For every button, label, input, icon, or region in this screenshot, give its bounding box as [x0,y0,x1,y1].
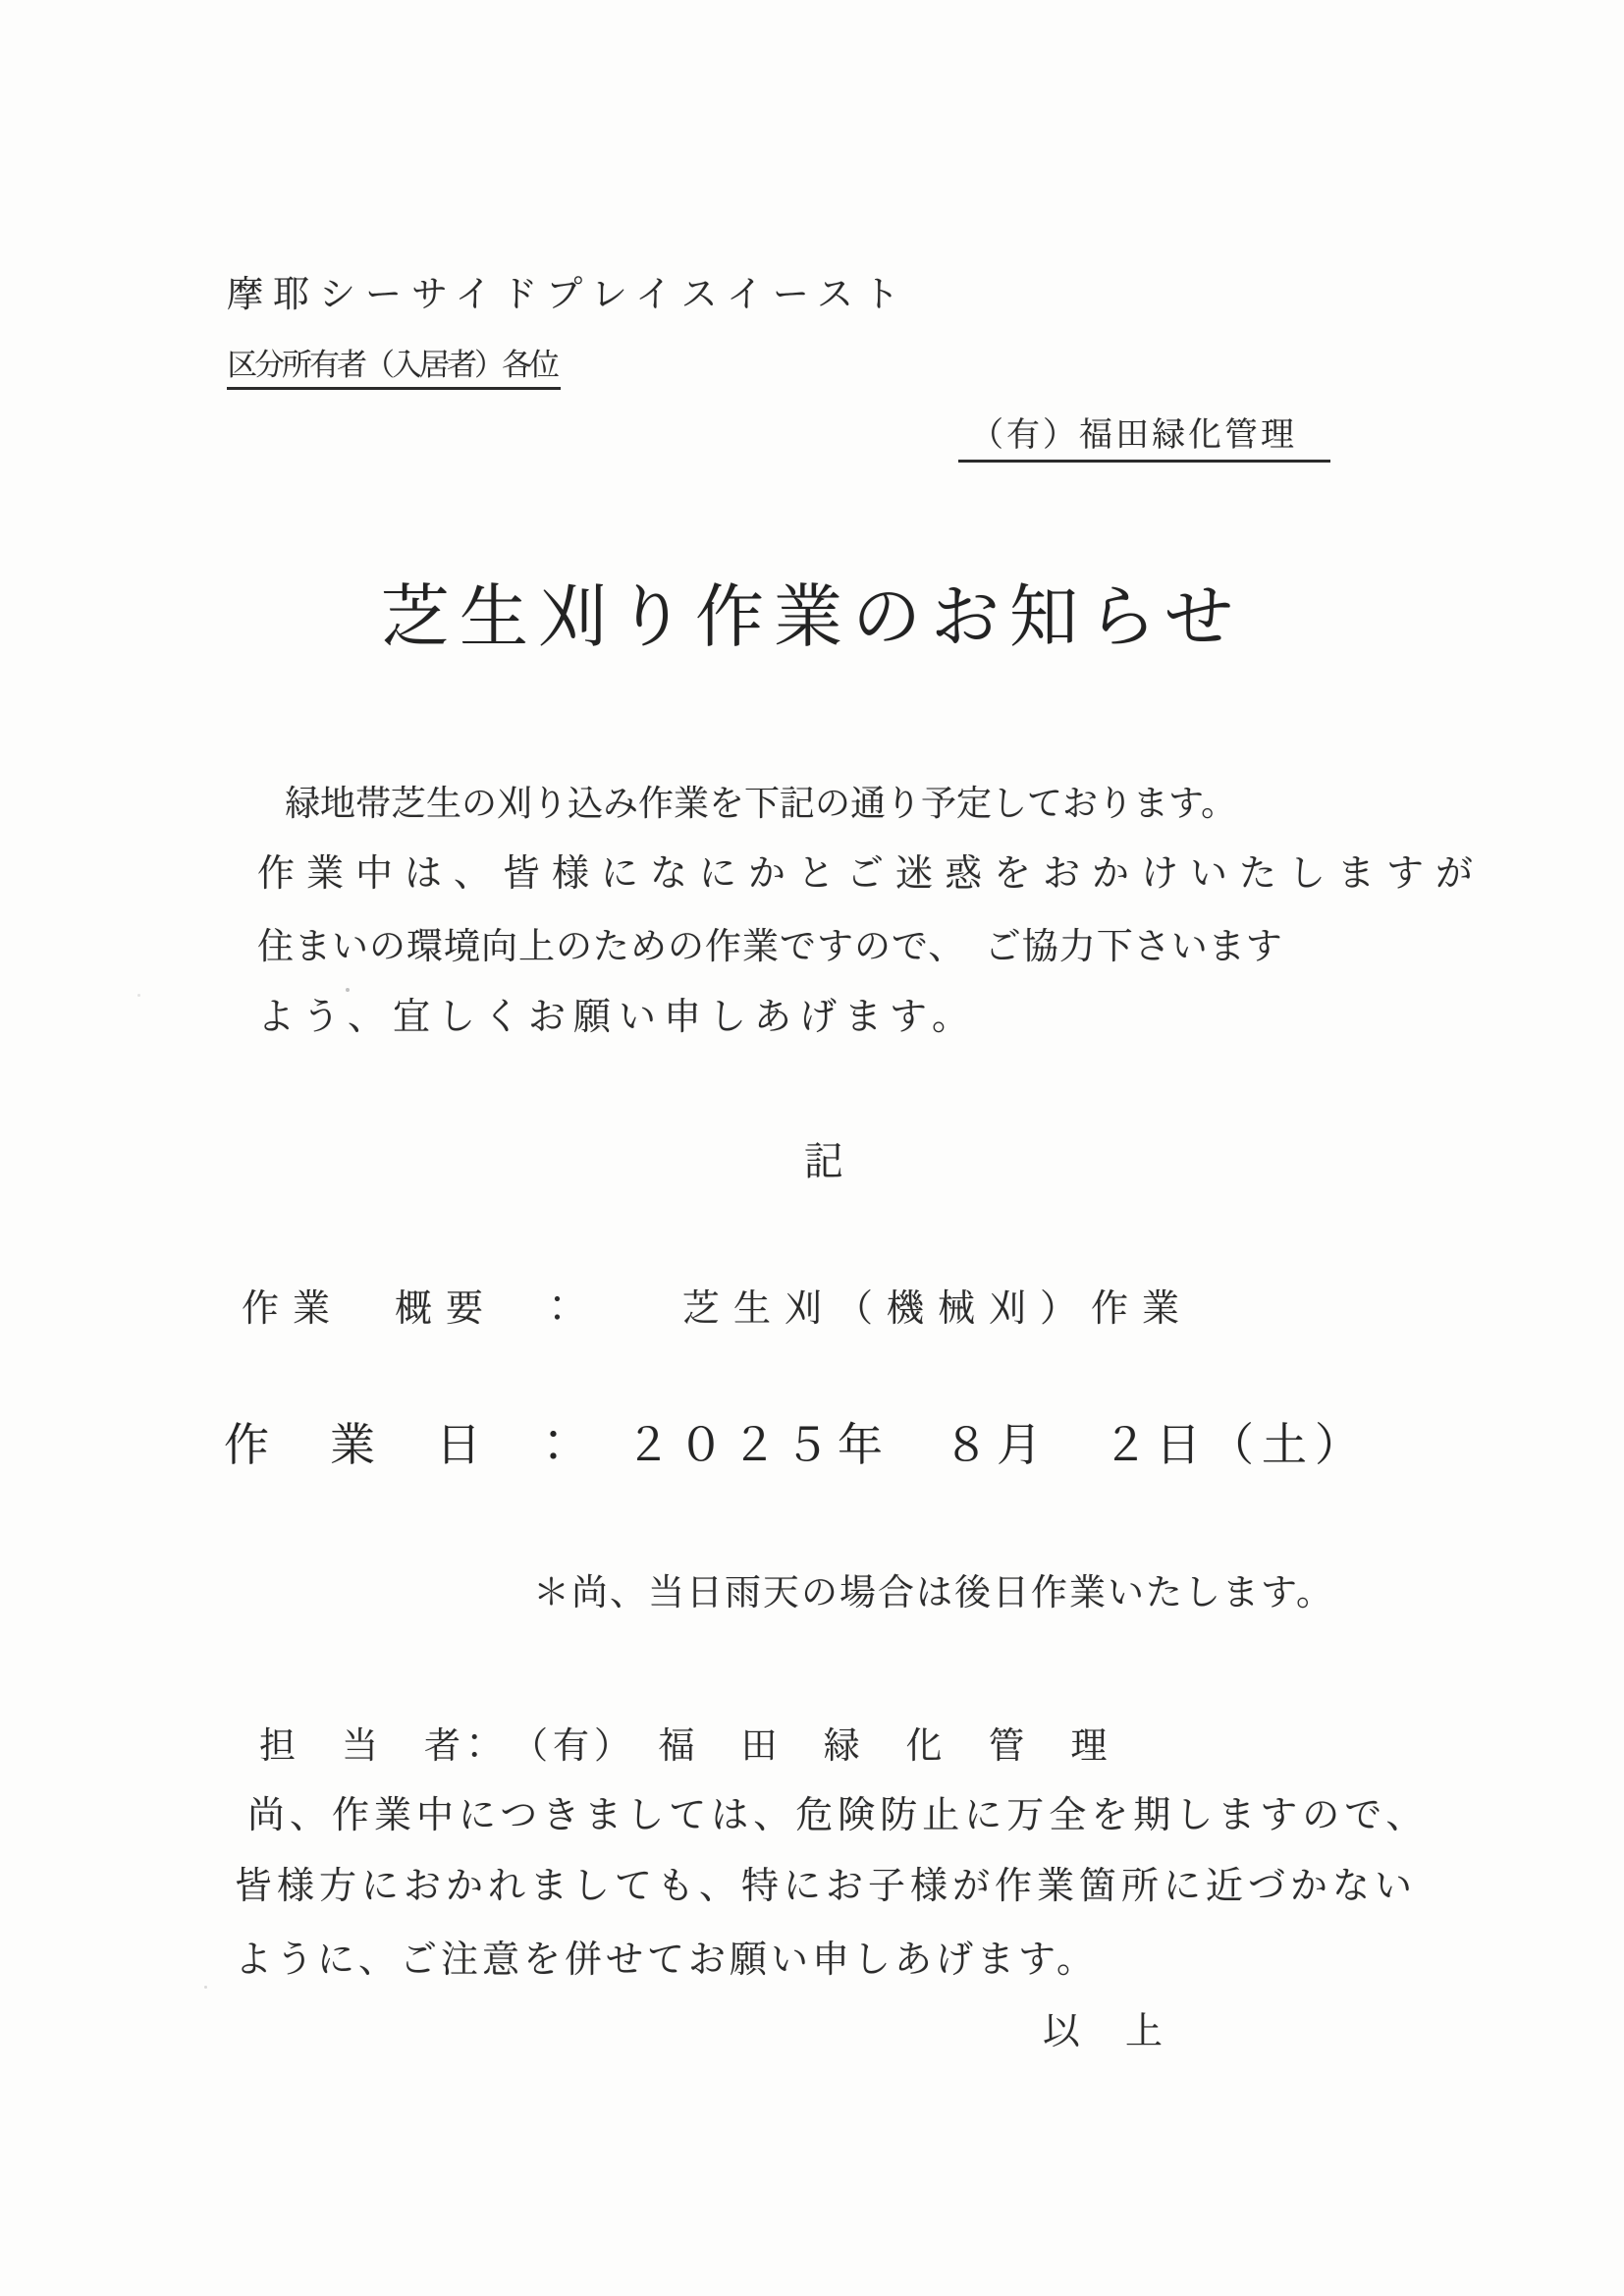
closing-ijou: 以 上 [1043,2011,1167,2052]
sender-company-text: （有）福田緑化管理 [958,416,1330,463]
contact-person-line: 担 当 者： （有） 福 田 緑 化 管 理 [259,1726,1112,1767]
page-title: 芝生刈り作業のお知らせ [381,580,1243,656]
addressee-text: 区分所有者（入居者）各位 [227,348,561,390]
building-name: 摩耶シーサイドプレイスイースト [227,275,910,315]
body-paragraph-line-3: 住まいの環境向上のための作業ですので、 ご協力下さいます [257,927,1283,967]
body-paragraph-line-1: 緑地帯芝生の刈り込み作業を下記の通り予定しております。 [285,784,1237,823]
caution-line-3: ように、ご注意を併せてお願い申しあげます。 [235,1940,1098,1981]
scan-speckle [137,994,140,997]
scan-speckle [346,988,350,992]
body-paragraph-line-4: よう、宜しくお願い申しあげます。 [257,997,977,1038]
work-date-line: 作 業 日 ： ２０２５年 ８月 ２日（土） [224,1420,1368,1470]
rain-note: ＊尚、当日雨天の場合は後日作業いたします。 [533,1573,1335,1613]
scan-speckle [204,1986,207,1989]
record-marker: 記 [804,1139,843,1183]
work-overview-line: 作業 概要 ： 芝生刈（機械刈）作業 [242,1288,1194,1330]
caution-line-2: 皆様方におかれましても、特にお子様が作業箇所に近づかない [235,1866,1418,1907]
body-paragraph-line-2: 作業中は、皆様になにかとご迷惑をおかけいたしますが [257,853,1486,895]
addressee-line [227,348,561,390]
caution-line-1: 尚、作業中につきましては、危険防止に万全を期しますので、 [247,1795,1429,1836]
sender-line [958,416,1330,463]
